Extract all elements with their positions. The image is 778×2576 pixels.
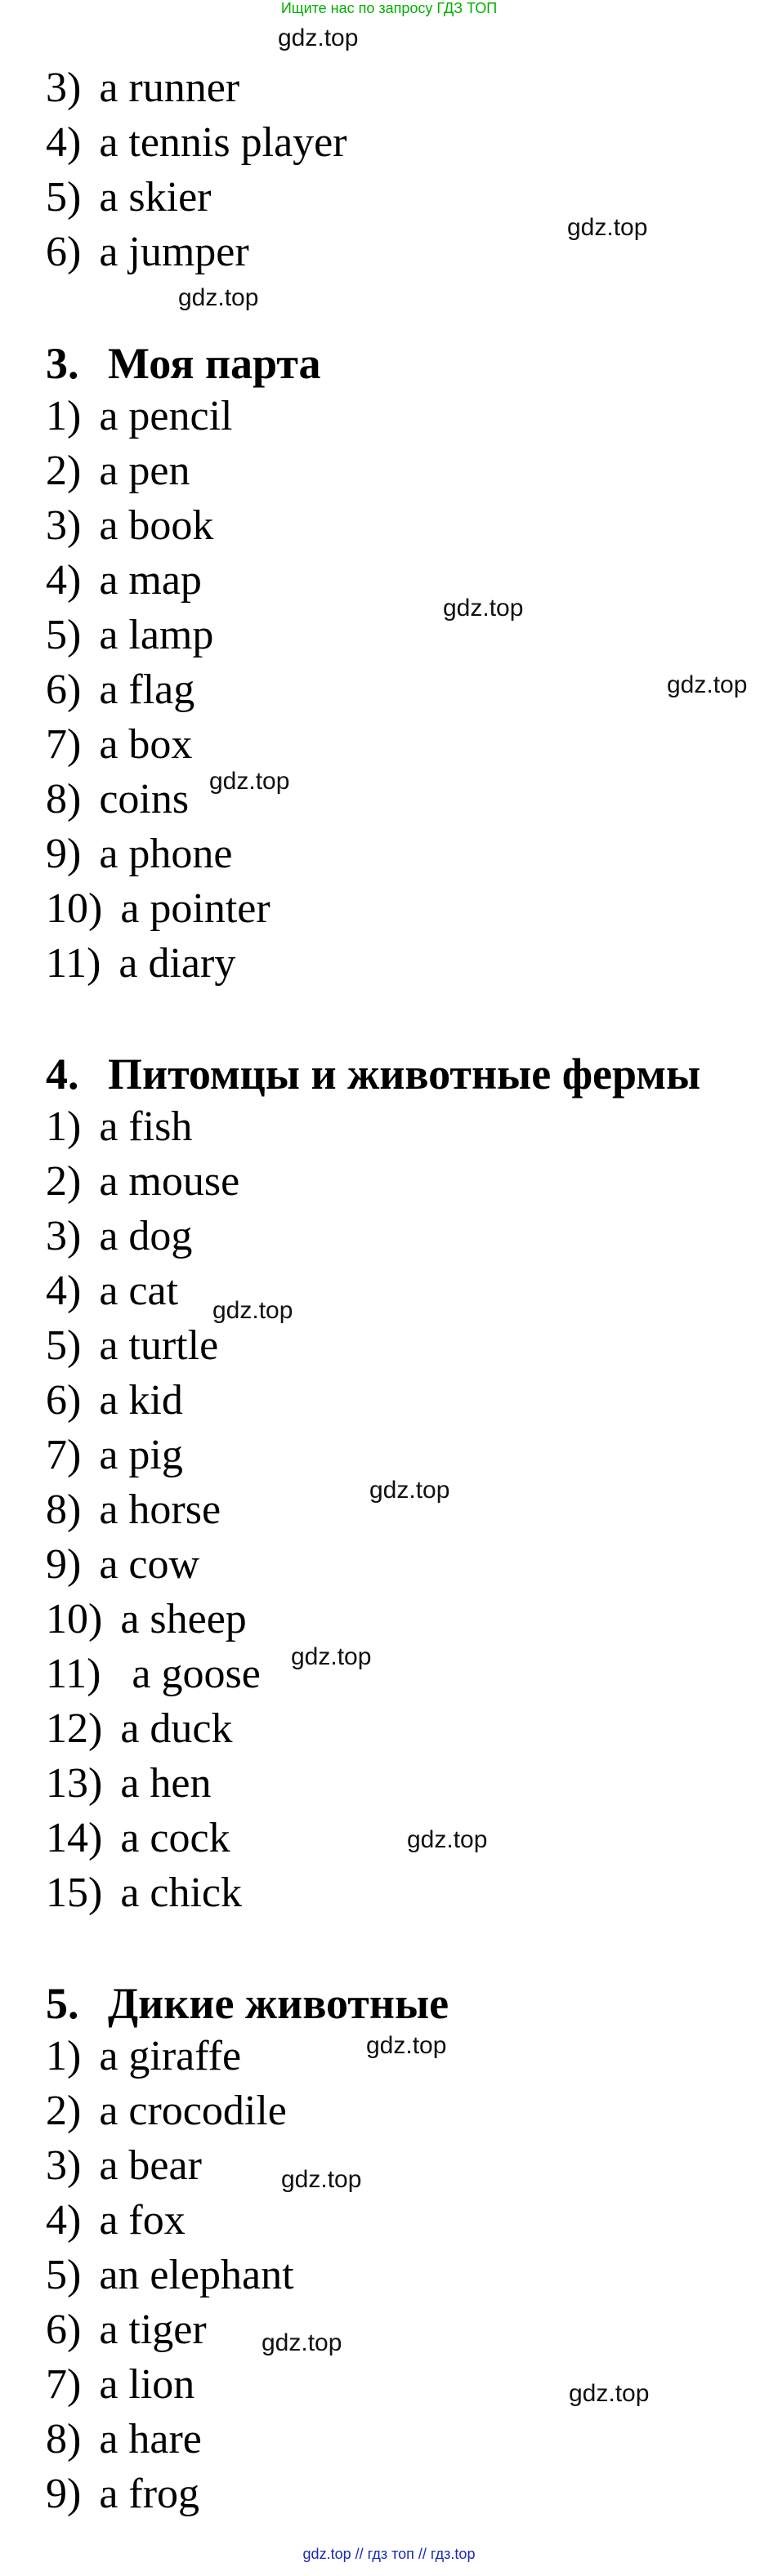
list-item: 11) a diary — [46, 940, 236, 987]
list-item: 7) a box — [46, 721, 193, 768]
watermark: gdz.top — [281, 2166, 362, 2193]
watermark: gdz.top — [407, 1826, 488, 1853]
list-item: 4) a fox — [46, 2197, 186, 2244]
watermark: gdz.top — [209, 768, 290, 795]
list-item: 5) a turtle — [46, 1322, 219, 1369]
list-item: 5) a lamp — [46, 612, 214, 658]
list-item: 6) a tiger — [46, 2306, 207, 2353]
watermark: gdz.top — [443, 595, 524, 622]
list-item: 6) a kid — [46, 1377, 183, 1424]
watermark: gdz.top — [567, 214, 648, 241]
list-item: 6) a jumper — [46, 229, 249, 275]
list-item: 8) coins — [46, 776, 190, 822]
list-item: 15) a chick — [46, 1870, 243, 1916]
list-item: 5) a skier — [46, 174, 212, 221]
list-item: 3) a bear — [46, 2142, 202, 2189]
section-heading: 4. Питомцы и животные фермы — [46, 1050, 701, 1099]
list-item: 7) a pig — [46, 1432, 183, 1478]
list-item: 8) a hare — [46, 2416, 202, 2462]
list-item: 6) a flag — [46, 666, 195, 713]
list-item: 8) a horse — [46, 1486, 221, 1533]
list-item: 10) a pointer — [46, 885, 271, 932]
list-item: 10) a sheep — [46, 1596, 247, 1642]
footer-watermark: gdz.top // гдз топ // гдз.top — [302, 2546, 476, 2562]
section-heading: 5. Дикие животные — [46, 1979, 449, 2028]
list-item: 13) a hen — [46, 1760, 212, 1807]
watermark: gdz.top — [667, 671, 748, 698]
list-item: 1) a pencil — [46, 393, 233, 439]
list-item: 1) a giraffe — [46, 2033, 242, 2079]
list-item: 9) a cow — [46, 1541, 200, 1588]
list-item: 3) a book — [46, 502, 214, 549]
watermark: gdz.top — [262, 2329, 342, 2356]
list-item: 2) a mouse — [46, 1158, 240, 1205]
list-item: 1) a fish — [46, 1103, 193, 1150]
list-item: 4) a cat — [46, 1268, 179, 1314]
section-heading: 3. Моя парта — [46, 339, 321, 388]
list-item: 4) a map — [46, 557, 202, 604]
list-item: 3) a dog — [46, 1213, 193, 1259]
list-item: 14) a cock — [46, 1815, 230, 1861]
list-item: 2) a crocodile — [46, 2088, 287, 2134]
watermark: gdz.top — [369, 1477, 450, 1504]
list-item: 5) an elephant — [46, 2252, 294, 2298]
list-item: 7) a lion — [46, 2361, 195, 2408]
list-item: 4) a tennis player — [46, 119, 347, 166]
watermark: gdz.top — [278, 25, 359, 51]
list-item: 9) a phone — [46, 831, 233, 877]
watermark: gdz.top — [366, 2032, 447, 2059]
search-banner: Ищите нас по запросу ГДЗ ТОП — [280, 0, 498, 16]
list-item: 12) a duck — [46, 1705, 233, 1752]
watermark: gdz.top — [291, 1643, 372, 1670]
watermark: gdz.top — [212, 1297, 293, 1324]
list-item: 9) a frog — [46, 2471, 200, 2517]
list-item: 3) a runner — [46, 65, 240, 111]
list-item: 2) a pen — [46, 448, 190, 494]
watermark: gdz.top — [178, 284, 259, 311]
watermark: gdz.top — [569, 2380, 650, 2407]
list-item: 11) a goose — [46, 1651, 261, 1697]
